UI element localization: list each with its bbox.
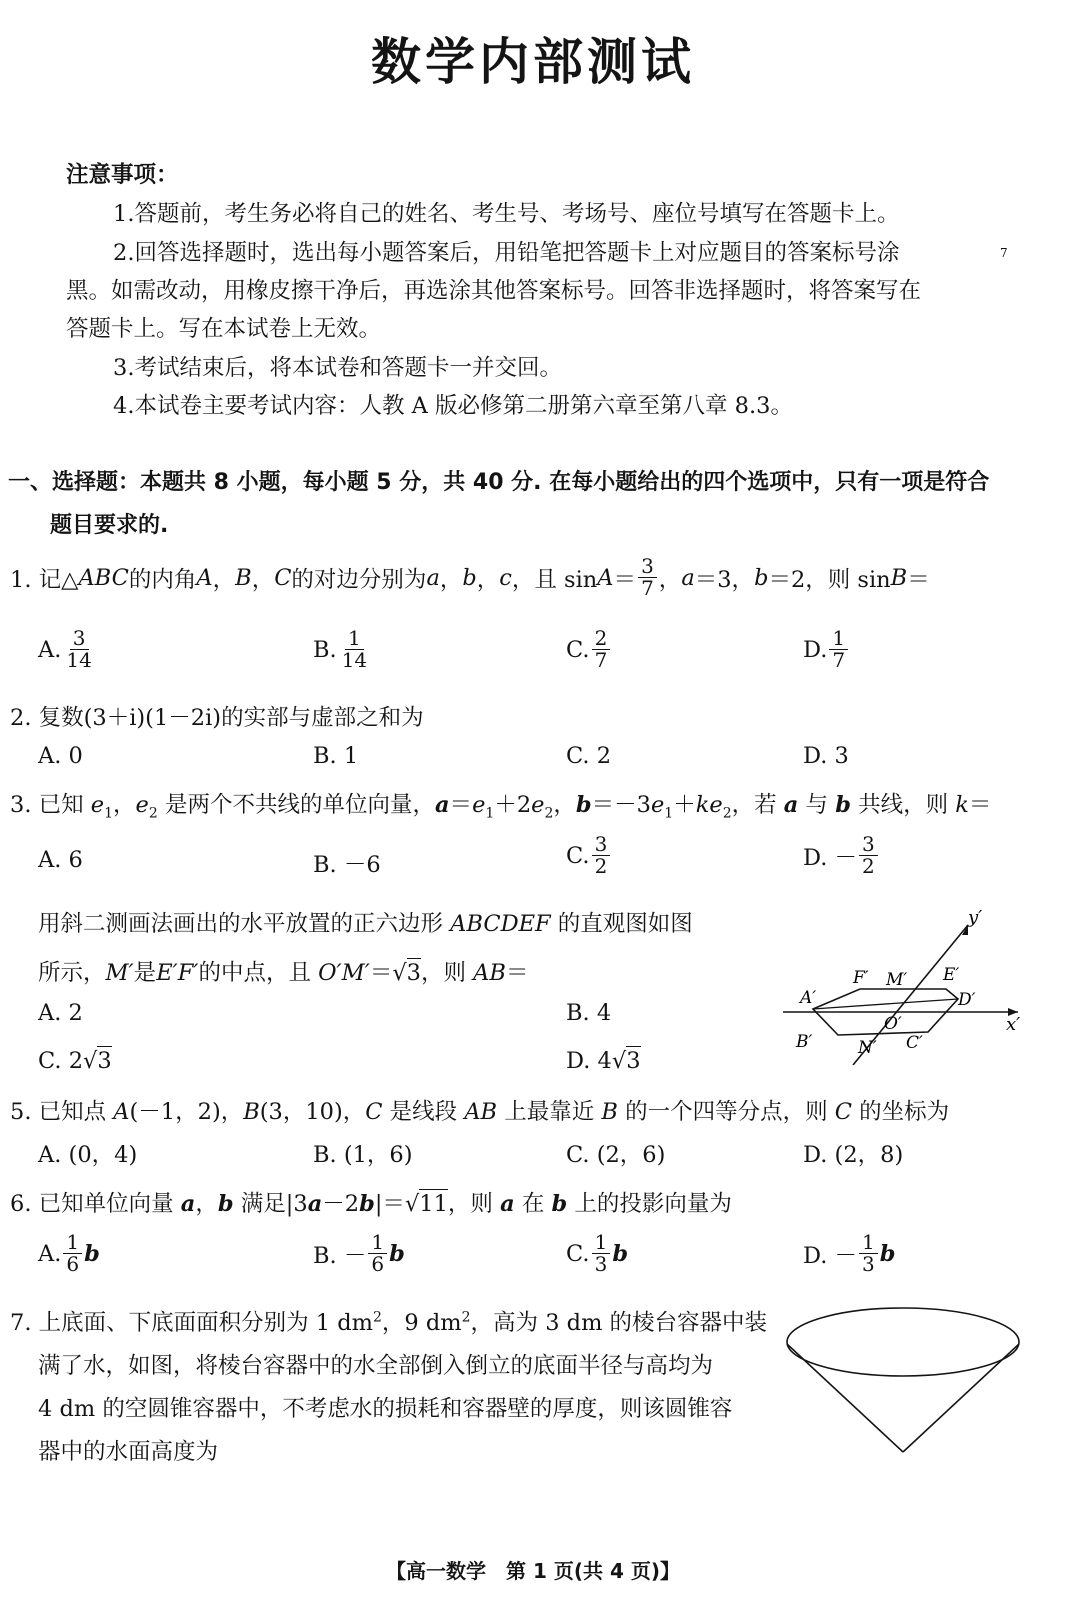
q6-option-d[interactable]: D. － $\frac{1}{3}$ b bbox=[803, 1230, 896, 1276]
section-1-heading-line-1: 一、选择题：本题共 8 小题，每小题 5 分，共 40 分. 在每小题给出的四个选项中，只有一项是符合 bbox=[8, 470, 990, 495]
page-footer: 【高一数学 第 1 页(共 4 页)】 bbox=[386, 1559, 680, 1583]
label-b: B′ bbox=[796, 1032, 813, 1052]
q5-option-b[interactable]: B. (1，6) bbox=[313, 1142, 413, 1168]
q7-cone-figure bbox=[784, 1305, 1024, 1455]
notice-item-4: 4.本试卷主要考试内容：人教 A 版必修第二册第六章至第八章 8.3。 bbox=[113, 393, 793, 419]
notice-item-2-line-3: 答题卡上。写在本试卷上无效。 bbox=[66, 316, 382, 342]
page-title: 数学内部测试 bbox=[371, 33, 695, 91]
label-a: A′ bbox=[800, 988, 817, 1008]
notice-item-2-line-1: 2.回答选择题时，选出每小题答案后，用铅笔把答题卡上对应题目的答案标号涂 bbox=[113, 240, 900, 266]
sqrt-symbol: √ bbox=[392, 960, 407, 986]
label-x: x′ bbox=[1006, 1014, 1021, 1035]
margin-mark: 7 bbox=[1000, 246, 1008, 260]
q5-option-a[interactable]: A. (0，4) bbox=[38, 1142, 138, 1168]
q5-stem: 5. 已知点 A(－1，2)，B(3，10)，C 是线段 AB 上最靠近 B 的一个四等分点，则 C 的坐标为 bbox=[10, 1099, 950, 1125]
q3-option-d[interactable]: D. － $\frac{3}{2}$ bbox=[803, 834, 880, 877]
q2-option-b[interactable]: B. 1 bbox=[313, 743, 359, 769]
q4-option-a[interactable]: A. 2 bbox=[38, 1000, 83, 1026]
q2-option-d[interactable]: D. 3 bbox=[803, 743, 849, 769]
label-d: D′ bbox=[958, 990, 976, 1010]
q4-stem-line-2: 所示，M′是E′F′的中点，且 O′M′＝√3，则 AB＝ bbox=[38, 960, 529, 986]
q2-option-a[interactable]: A. 0 bbox=[38, 743, 83, 769]
q1-stem-fraction: $\frac{3}{7}$ bbox=[638, 556, 657, 599]
section-1-heading-line-2: 题目要求的. bbox=[50, 513, 169, 538]
label-c: C′ bbox=[906, 1033, 923, 1053]
q1-option-c[interactable]: C. $\frac{2}{7}$ bbox=[566, 628, 612, 671]
q4-option-c[interactable]: C. 2√3 bbox=[38, 1048, 112, 1074]
q1-option-b[interactable]: B. $\frac{1}{14}$ bbox=[313, 626, 368, 672]
q4-stem-line-1: 用斜二测画法画出的水平放置的正六边形 ABCDEF 的直观图如图 bbox=[38, 911, 693, 937]
cone-right-edge bbox=[903, 1344, 1019, 1452]
q1-option-a[interactable]: A. $\frac{3}{14}$ bbox=[38, 626, 92, 672]
q6-option-c[interactable]: C. $\frac{1}{3}$ b bbox=[566, 1230, 629, 1276]
cone-left-edge bbox=[787, 1344, 903, 1452]
q1-stem: 1. 记△ ABC 的内角 A ， B ， C 的对边分别为 a ， b ， c ，且 sin A ＝ $\frac{3}{7}$ ， a ＝3， b ＝2，则 sin B ＝ bbox=[10, 554, 930, 600]
label-f: F′ bbox=[853, 968, 869, 988]
q6-option-b[interactable]: B. － $\frac{1}{6}$ b bbox=[313, 1230, 405, 1276]
q6-option-a[interactable]: A. $\frac{1}{6}$ b bbox=[38, 1230, 100, 1276]
q7-stem-line-2: 满了水，如图，将棱台容器中的水全部倒入倒立的底面半径与高均为 bbox=[38, 1353, 714, 1379]
q5-option-d[interactable]: D. (2，8) bbox=[803, 1142, 904, 1168]
notice-item-3: 3.考试结束后，将本试卷和答题卡一并交回。 bbox=[113, 355, 562, 381]
notice-item-1: 1.答题前，考生务必将自己的姓名、考生号、考场号、座位号填写在答题卡上。 bbox=[113, 201, 900, 227]
q2-stem: 2. 复数(3＋i)(1－2i)的实部与虚部之和为 bbox=[10, 705, 424, 731]
q2-option-c[interactable]: C. 2 bbox=[566, 743, 612, 769]
label-n: N′ bbox=[858, 1038, 877, 1058]
q3-option-c[interactable]: C. $\frac{3}{2}$ bbox=[566, 834, 612, 877]
q4-hexagon-figure bbox=[778, 905, 1028, 1065]
notice-item-2-line-2: 黑。如需改动，用橡皮擦干净后，再选涂其他答案标号。回答非选择题时，将答案写在 bbox=[66, 278, 922, 304]
q4-option-b[interactable]: B. 4 bbox=[566, 1000, 612, 1026]
q4-option-d[interactable]: D. 4√3 bbox=[566, 1048, 641, 1074]
cone-base-ellipse bbox=[787, 1308, 1019, 1376]
q7-stem-line-3: 4 dm 的空圆锥容器中，不考虑水的损耗和容器壁的厚度，则该圆锥容 bbox=[38, 1396, 733, 1422]
label-e: E′ bbox=[943, 965, 960, 985]
q1-option-d[interactable]: D. $\frac{1}{7}$ bbox=[803, 628, 850, 671]
label-o: O′ bbox=[884, 1014, 902, 1034]
q7-stem-line-4: 器中的水面高度为 bbox=[38, 1439, 219, 1465]
q7-stem-line-1: 7. 上底面、下底面面积分别为 1 $dm^2$，9 $dm^2$，高为 3 dm 的棱台容器中装 bbox=[10, 1309, 768, 1336]
q3-option-a[interactable]: A. 6 bbox=[38, 847, 83, 873]
notice-heading: 注意事项： bbox=[66, 162, 179, 188]
label-m: M′ bbox=[886, 970, 908, 990]
q3-stem: 3. 已知 $e_1$，$e_2$ 是两个不共线的单位向量，$a=e_1+2e_2$，$b=-3e_1+ke_2$，若 a 与 b 共线，则 k＝ bbox=[10, 792, 992, 822]
q3-option-b[interactable]: B. －6 bbox=[313, 852, 381, 878]
q5-option-c[interactable]: C. (2，6) bbox=[566, 1142, 666, 1168]
q6-stem: 6. 已知单位向量 a，b 满足|3a－2b|＝√11，则 a 在 b 上的投影向量为 bbox=[10, 1191, 732, 1217]
label-y: y′ bbox=[968, 907, 983, 928]
